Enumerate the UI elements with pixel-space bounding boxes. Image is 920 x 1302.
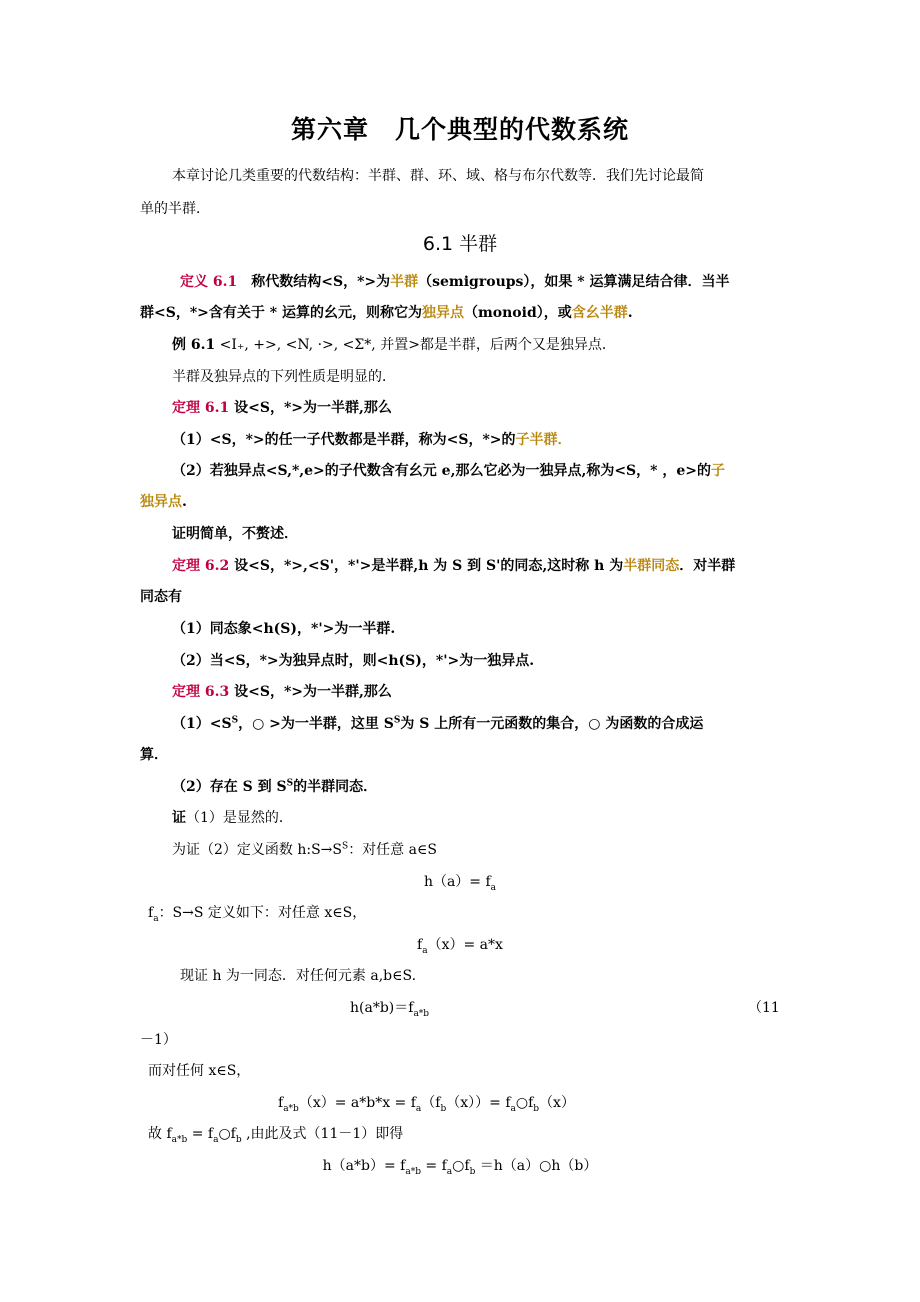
theorem-6-3-item-1-line-2: 算． (140, 747, 168, 763)
term-subsemigroup: 子半群． (515, 432, 572, 448)
term-monoid: 独异点 (421, 305, 464, 321)
superscript: S (231, 715, 239, 726)
equation-1 (0, 872, 920, 892)
subscript: a*b (171, 1134, 188, 1145)
equation-text: ○f (452, 1158, 470, 1174)
theorem-6-2-item-2: （2）当<S，*>为独异点时，则<h(S)，*'>为一独异点. (172, 653, 535, 669)
proof-simple-text: 证明简单，不赘述． (172, 526, 298, 542)
proof-line-5: 而对任何 x∈S， (148, 1063, 251, 1079)
theorem-6-1-item-1 (172, 430, 572, 450)
term-submonoid-part-2: 独异点 (140, 494, 182, 510)
proof-text: f (148, 905, 154, 921)
example-6-1 (172, 335, 616, 355)
theorem-text-2: ．对半群 (679, 558, 736, 574)
equation-text: = f (420, 1158, 447, 1174)
theorem-6-2-line-2: 同态有 (140, 589, 182, 605)
definition-6-1-line-1 (180, 272, 729, 292)
item-text-b: ，○ >为一半群，这里 S (238, 716, 394, 732)
equation-2 (0, 935, 920, 955)
subscript: a (415, 1103, 422, 1114)
item-end: . (182, 494, 187, 510)
superscript: S (342, 841, 349, 852)
definition-label: 定义 6.1 (180, 274, 238, 290)
subscript: a (153, 913, 159, 924)
subscript: a*b (283, 1103, 299, 1114)
proof-text: 故 f (148, 1126, 172, 1142)
definition-text-2: （semigroups），如果 * 运算满足结合律．当半 (418, 274, 730, 290)
term-unital-semigroup: 含幺半群 (571, 305, 628, 321)
proof-line-4: 现证 h 为一同态．对任何元素 a,b∈S. (180, 968, 417, 984)
item-text-b: 的半群同态． (293, 779, 378, 795)
theorem-text: 设<S，*>为一半群,那么 (229, 400, 392, 416)
proof-line-1 (172, 808, 293, 828)
subscript: b (533, 1103, 540, 1114)
theorem-6-3 (172, 682, 392, 702)
theorem-text: 设<S，*>为一半群,那么 (229, 684, 392, 700)
equation-number-part-2: －1） (140, 1032, 177, 1048)
theorem-6-1 (172, 398, 392, 418)
theorem-label: 定理 6.1 (172, 400, 230, 416)
equation-number-part-1: （11 (748, 1000, 780, 1016)
equation-text: h(a*b)＝f (350, 1000, 414, 1016)
proof-text: 为证（2）定义函数 h:S→S (172, 842, 343, 858)
equation-text: （x））= f (446, 1095, 511, 1111)
theorem-text: 设<S，*>,<S'，*'>是半群,h 为 S 到 S'的同态,这时称 h 为 (229, 558, 624, 574)
item-text-a: （2）存在 S 到 S (172, 779, 287, 795)
subscript: a*b (405, 1166, 421, 1177)
example-text: <I₊, +>, <N, ·>, <Σ*, 并置>都是半群，后两个又是独异点． (215, 337, 616, 353)
theorem-label: 定理 6.3 (172, 684, 230, 700)
theorem-6-2-item-1: （1）同态象<h(S)，*'>为一半群. (172, 621, 396, 637)
proof-line-2 (172, 840, 437, 860)
intro-line-2: 单的半群． (140, 201, 210, 217)
equation-text: h（a*b）= f (322, 1158, 406, 1174)
superscript: S (393, 715, 401, 726)
theorem-6-1-item-2 (172, 461, 725, 481)
item-text: （1）<S，*>的任一子代数都是半群，称为<S，*>的 (172, 432, 516, 448)
subscript: a*b (413, 1008, 430, 1019)
definition-text-5: . (627, 305, 633, 321)
proof-text: ○f (218, 1126, 236, 1142)
remark-text: 半群及独异点的下列性质是明显的． (172, 369, 396, 385)
item-text: （2）若独异点<S,*,e>的子代数含有幺元 e,那么它必为一独异点,称为<S，* ，e>的 (172, 463, 711, 479)
equation-text: （f (421, 1095, 441, 1111)
theorem-6-3-item-1 (172, 714, 703, 734)
theorem-6-3-item-2 (172, 777, 377, 797)
equation-text: ＝h（a）○h（b） (475, 1158, 598, 1174)
theorem-label: 定理 6.2 (172, 558, 230, 574)
equation-3 (350, 998, 429, 1018)
proof-line-6 (148, 1124, 403, 1144)
equation-text: f (417, 937, 423, 953)
item-text-a: （1）<S (172, 716, 232, 732)
proof-text: ,由此及式（11－1）即得 (241, 1126, 404, 1142)
term-semigroup: 半群 (390, 274, 419, 290)
proof-line-3 (148, 903, 366, 923)
subscript: b (469, 1166, 476, 1177)
term-submonoid-part-1: 子 (711, 463, 725, 479)
subscript: a (446, 1166, 453, 1177)
definition-6-1-line-2 (140, 303, 633, 323)
proof-text: = f (187, 1126, 214, 1142)
proof-text: （1）是显然的． (186, 810, 293, 826)
section-title: 6.1 半群 (422, 233, 498, 255)
definition-text-4: （monoid），或 (463, 305, 572, 321)
equation-5 (0, 1156, 920, 1176)
equation-text: f (278, 1095, 284, 1111)
superscript: S (286, 778, 294, 789)
theorem-6-2 (172, 556, 735, 576)
subscript: a (490, 882, 497, 893)
proof-text: ：对任意 a∈S (348, 842, 437, 858)
intro-line-1: 本章讨论几类重要的代数结构：半群、群、环、域、格与布尔代数等．我们先讨论最简 (172, 168, 704, 184)
theorem-6-1-item-2-line-2 (140, 492, 187, 512)
item-text-c: 为 S 上所有一元函数的集合，○ 为函数的合成运 (400, 716, 704, 732)
example-label: 例 6.1 (172, 337, 216, 353)
term-semigroup-homomorphism: 半群同态 (623, 558, 680, 574)
equation-text: （x）= a*b*x = f (298, 1095, 416, 1111)
definition-text: 称代数结构<S，*>为 (237, 274, 391, 290)
subscript: a (422, 945, 428, 956)
definition-text-3: 群<S，*>含有关于 * 运算的幺元，则称它为 (140, 305, 422, 321)
equation-4 (278, 1093, 575, 1113)
subscript: b (235, 1134, 242, 1145)
equation-text: （x） (539, 1095, 575, 1111)
proof-label: 证 (172, 810, 186, 826)
proof-text: ：S→S 定义如下：对任意 x∈S， (158, 905, 367, 921)
subscript: a (213, 1134, 219, 1145)
subscript: a (510, 1103, 516, 1114)
equation-text: ○f (515, 1095, 534, 1111)
equation-text: h（a）= f (423, 874, 491, 890)
equation-text: （x）= a*x (427, 937, 503, 953)
chapter-title: 第六章 几个典型的代数系统 (290, 115, 629, 144)
subscript: b (440, 1103, 447, 1114)
